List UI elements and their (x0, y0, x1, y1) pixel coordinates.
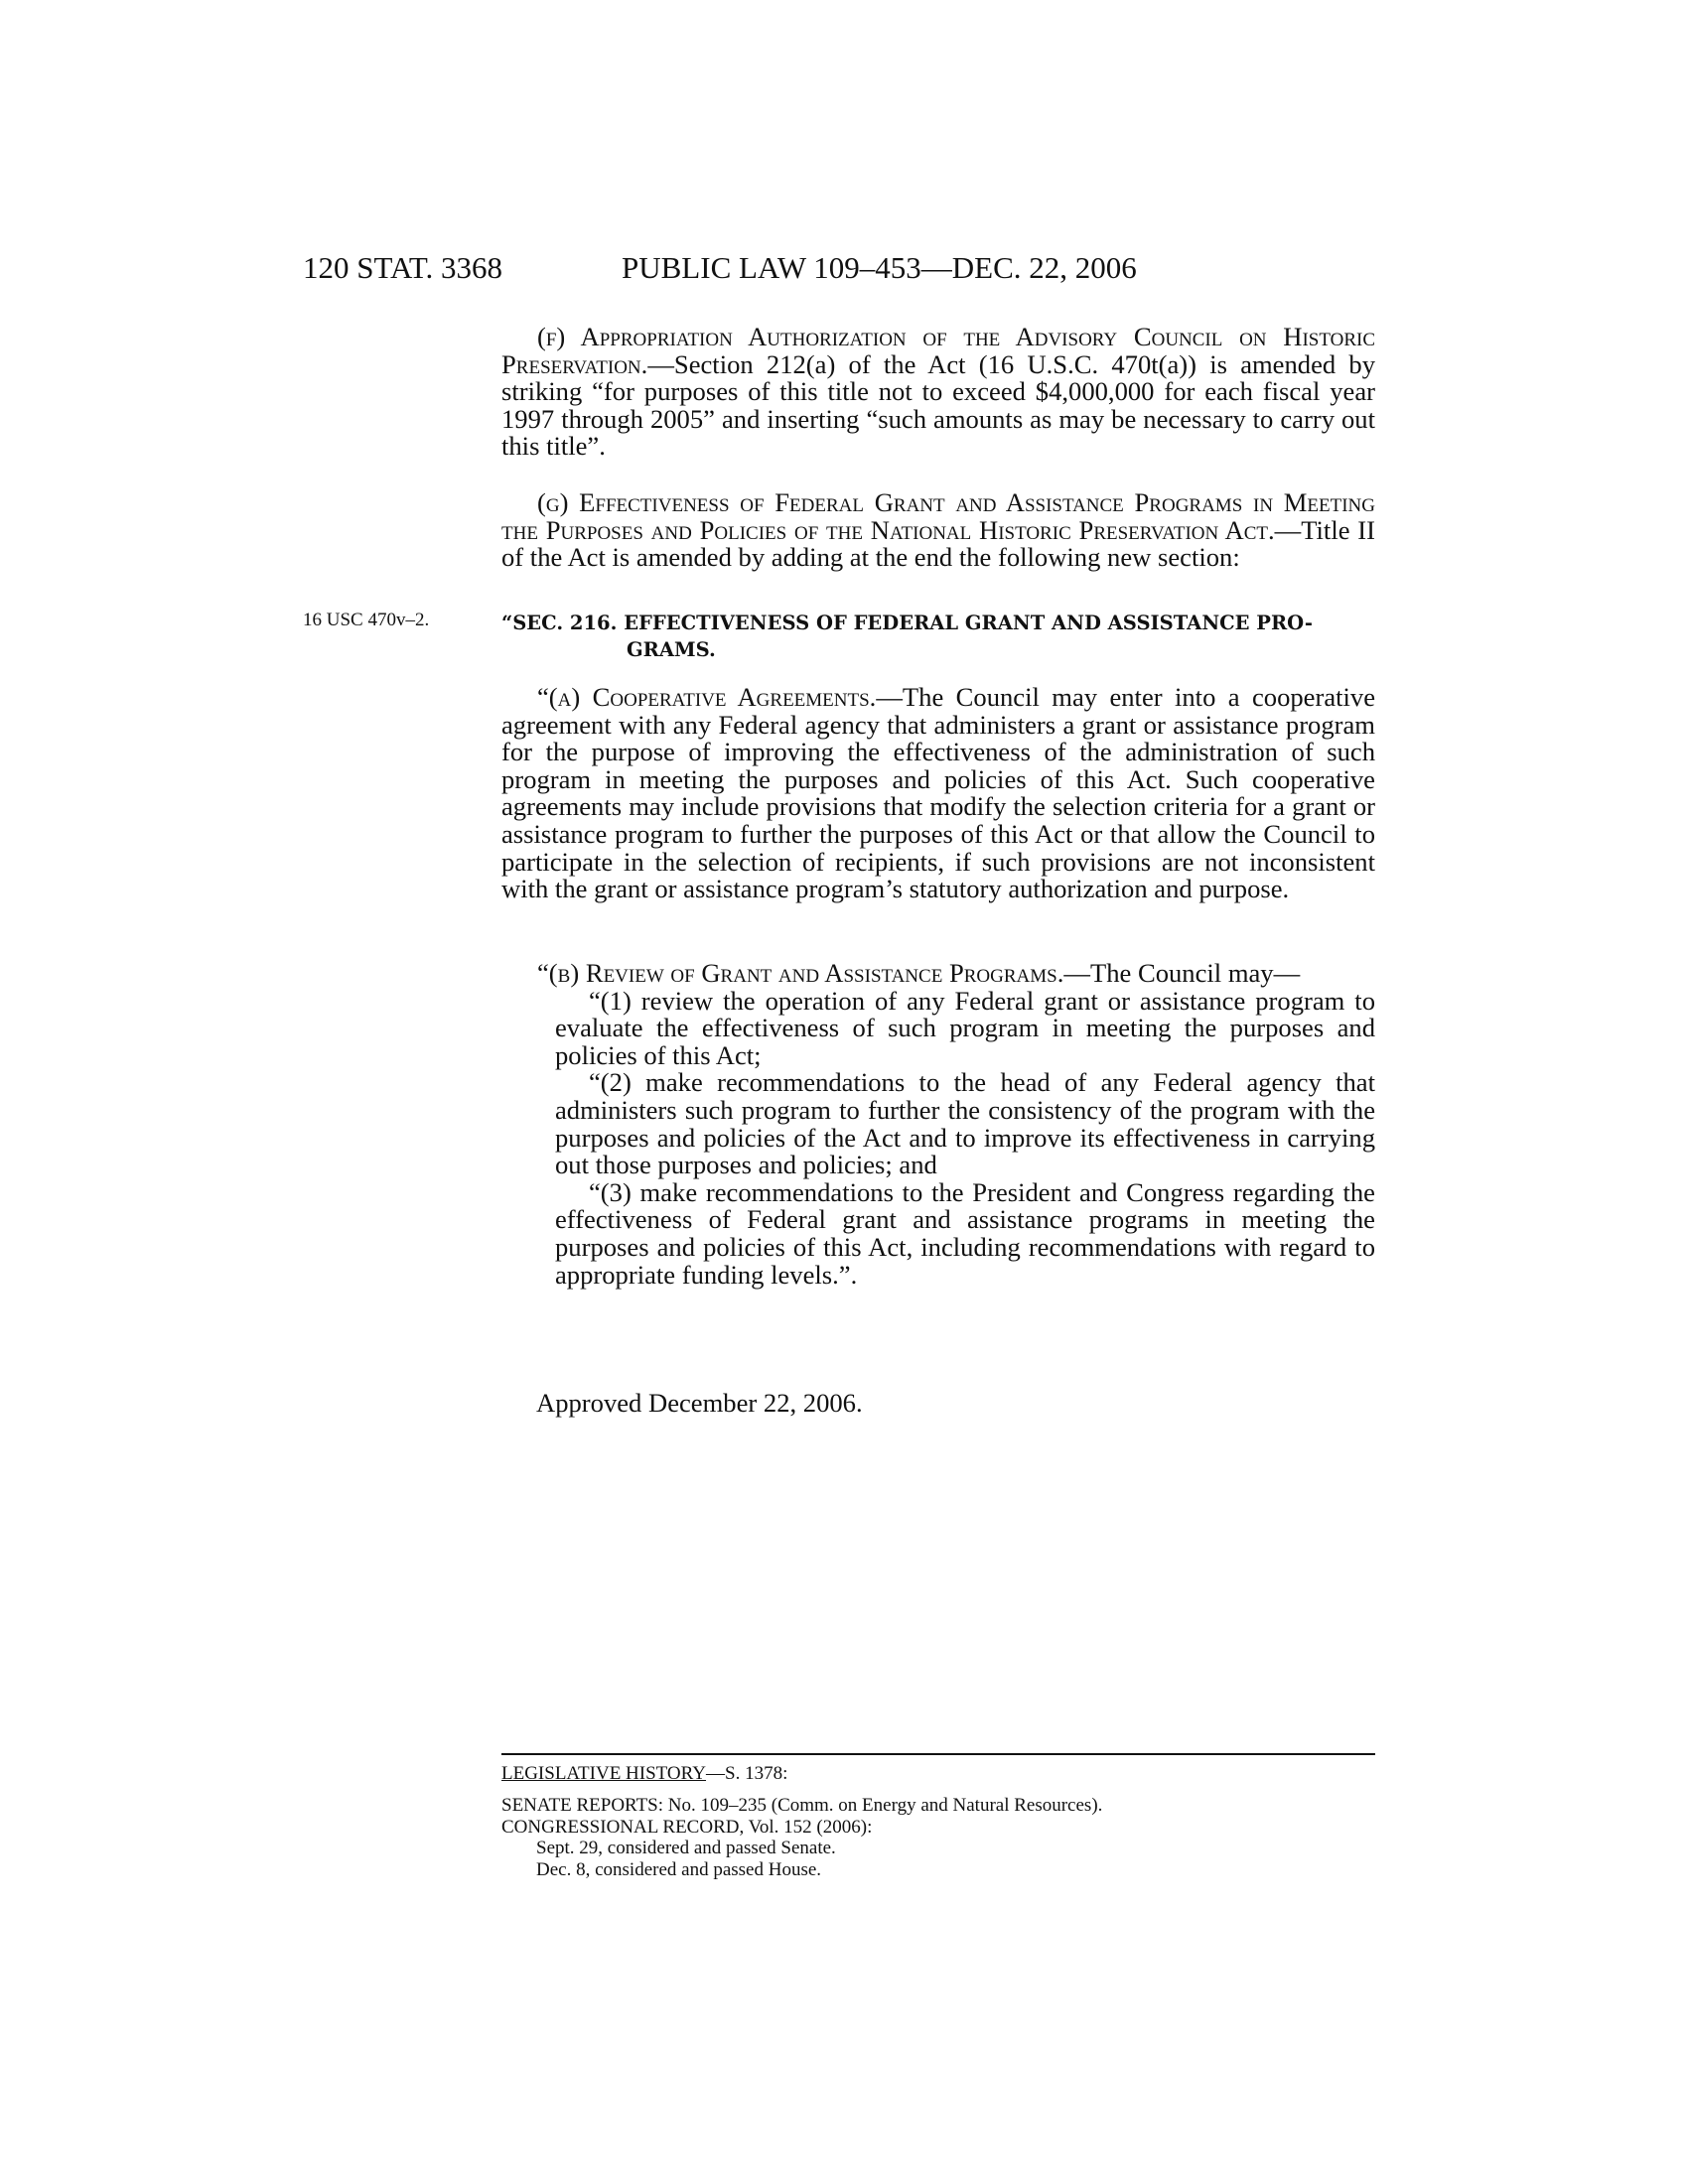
subsection-b-item-3: “(3) make recommendations to the President and Congress regarding the effectiveness of Federal grant and assistance programs in meeting the purposes and policies of this Act, including recommendations with regard to appropriate funding levels.”. (555, 1176, 1375, 1290)
section-f (501, 324, 1375, 461)
usc-margin-note: 16 USC 470v–2. (303, 610, 430, 630)
senate-reports-line: SENATE REPORTS: No. 109–235 (Comm. on Energy and Natural Resources). (501, 1795, 1103, 1816)
congressional-record-line: CONGRESSIONAL RECORD, Vol. 152 (2006): (501, 1816, 873, 1838)
section-g-paragraph (501, 489, 1375, 572)
subsection-a-heading: “(a) Cooperative Agreements. (537, 682, 877, 712)
footnote-divider (501, 1753, 1375, 1755)
subsection-b (501, 960, 1375, 1289)
subsection-a-text: —The Council may enter into a cooperative agreement with any Federal agency that administers a grant or assistance program for the purpose of improving the effectiveness of the administration of such program in meeting the purposes and policies of this Act. Such cooperative agreements may include provisions that modify the selection criteria for a grant or assistance program to further the purposes of this Act or that allow the Council to participate in the selection of recipients, if such provisions are not inconsistent with the grant or assistance program’s statutory authorization and purpose. (501, 682, 1375, 904)
subsection-b-paragraph (501, 960, 1375, 988)
section-f-text: —Section 212(a) of the Act (16 U.S.C. 470t(a)) is amended by striking “for purposes of this title not to exceed $4,000,000 for each fiscal year 1997 through 2005” and inserting “such amounts as may be necessary to carry out this title”. (501, 348, 1375, 462)
subsection-b-heading: “(b) Review of Grant and Assistance Programs. (537, 958, 1064, 988)
page-stat-number: 120 STAT. 3368 (303, 250, 503, 285)
section-g (501, 489, 1375, 572)
subsection-b-item-2: “(2) make recommendations to the head of any Federal agency that administers such program to further the consistency of the program with the purposes and policies of the Act and to improve its effectiveness in carrying out those purposes and policies; and (555, 1067, 1375, 1180)
section-g-heading: (g) Effectiveness of Federal Grant and Assistance Programs in Meeting the Purposes and Policies of the National Historic Preservation Act. (501, 487, 1375, 545)
history-action-house: Dec. 8, considered and passed House. (536, 1858, 822, 1880)
approval-date: Approved December 22, 2006. (536, 1388, 863, 1418)
subsection-b-text: —The Council may— (1063, 958, 1301, 988)
running-header: PUBLIC LAW 109–453—DEC. 22, 2006 (622, 250, 1137, 285)
legislative-history-bill: —S. 1378: (706, 1763, 788, 1784)
section-f-heading: (f) Appropriation Authorization of the Advisory Council on Historic Preservation. (501, 322, 1375, 379)
subsection-a-paragraph (501, 684, 1375, 903)
section-g-text: —Title II of the Act is amended by adding at the end the following new section: (501, 514, 1375, 573)
section-216-heading-line-1: “SEC. 216. EFFECTIVENESS OF FEDERAL GRANT AND ASSISTANCE PRO- (501, 612, 1313, 634)
history-action-senate: Sept. 29, considered and passed Senate. (536, 1838, 836, 1858)
subsection-a (501, 684, 1375, 903)
section-f-paragraph (501, 324, 1375, 461)
section-216-heading-line-2: GRAMS. (627, 638, 716, 661)
subsection-b-item-1: “(1) review the operation of any Federal grant or assistance program to evaluate the effectiveness of such program in meeting the purposes and policies of this Act; (555, 985, 1375, 1070)
section-216-heading (501, 610, 1375, 663)
legislative-history-label: LEGISLATIVE HISTORY (501, 1763, 707, 1784)
legislative-history-heading (501, 1763, 787, 1785)
